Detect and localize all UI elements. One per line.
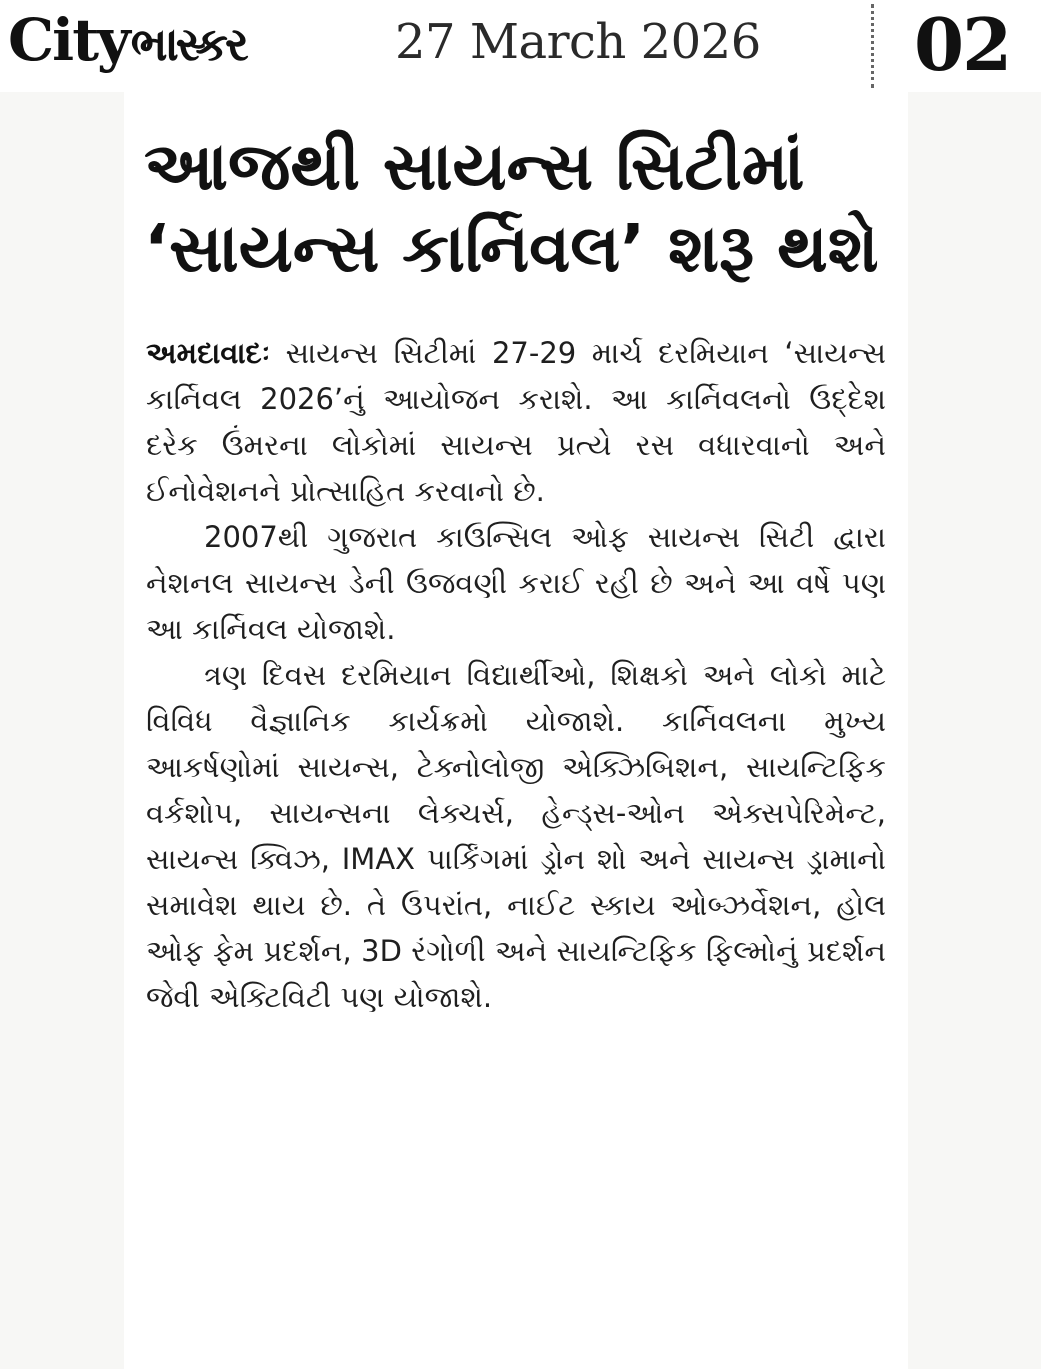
masthead (0, 0, 1041, 92)
news-article (124, 92, 908, 1369)
paragraph-1 (146, 330, 886, 514)
page-number: 02 (914, 2, 1011, 87)
logo-city-text: City (8, 6, 129, 74)
article-headline (144, 126, 888, 290)
newspaper-logo (8, 6, 246, 86)
paragraph-1-text: સાયન્સ સિટીમાં 27-29 માર્ચ દરમિયાન ‘સાયન્સ કાર્નિવલ 2026’નું આયોજન કરાશે. આ કાર્નિવલનો ઉદ્દેશ દરેક ઉંમરના લોકોમાં સાયન્સ પ્રત્યે રસ વધારવાનો અને ઈનોવેશનને પ્રોત્સાહિત કરવાનો છે. (146, 336, 887, 508)
headline-line-1: આજથી સાયન્સ સિટીમાં (144, 128, 805, 205)
issue-date: 27 March 2026 (395, 14, 761, 70)
right-margin (908, 92, 1041, 1369)
masthead-divider (871, 4, 874, 88)
article-body (146, 330, 886, 1020)
logo-bhaskar-text: ભાસ્કર (130, 17, 246, 71)
paragraph-3: ત્રણ દિવસ દરમિયાન વિદ્યાર્થીઓ, શિક્ષકો અને લોકો માટે વિવિધ વૈજ્ઞાનિક કાર્યક્રમો યોજાશે. કાર્નિવલના મુખ્ય આકર્ષણોમાં સાયન્સ, ટેક્નોલોજી એક્ઝિબિશન, સાયન્ટિફિક વર્કશોપ, સાયન્સના લેક્ચર્સ, હેન્ડ્સ-ઓન એક્સપેરિમેન્ટ, સાયન્સ ક્વિઝ, IMAX પાર્કિંગમાં ડ્રોન શો અને સાયન્સ ડ્રામાનો સમાવેશ થાય છે. તે ઉપરાંત, નાઈટ સ્કાય ઓબ્ઝર્વેશન, હોલ ઓફ ફેમ પ્રદર્શન, 3D રંગોળી અને સાયન્ટિફિક ફિલ્મોનું પ્રદર્શન જેવી એક્ટિવિટી પણ યોજાશે. (146, 658, 886, 1014)
dateline: અમદાવાદઃ (146, 336, 271, 370)
headline-line-2: ‘સાયન્સ કાર્નિવલ’ શરૂ થશે (144, 209, 879, 287)
left-margin (0, 92, 124, 1369)
paragraph-2: 2007થી ગુજરાત કાઉન્સિલ ઓફ સાયન્સ સિટી દ્વારા નેશનલ સાયન્સ ડેની ઉજવણી કરાઈ રહી છે અને આ વર્ષે પણ આ કાર્નિવલ યોજાશે. (146, 520, 886, 646)
